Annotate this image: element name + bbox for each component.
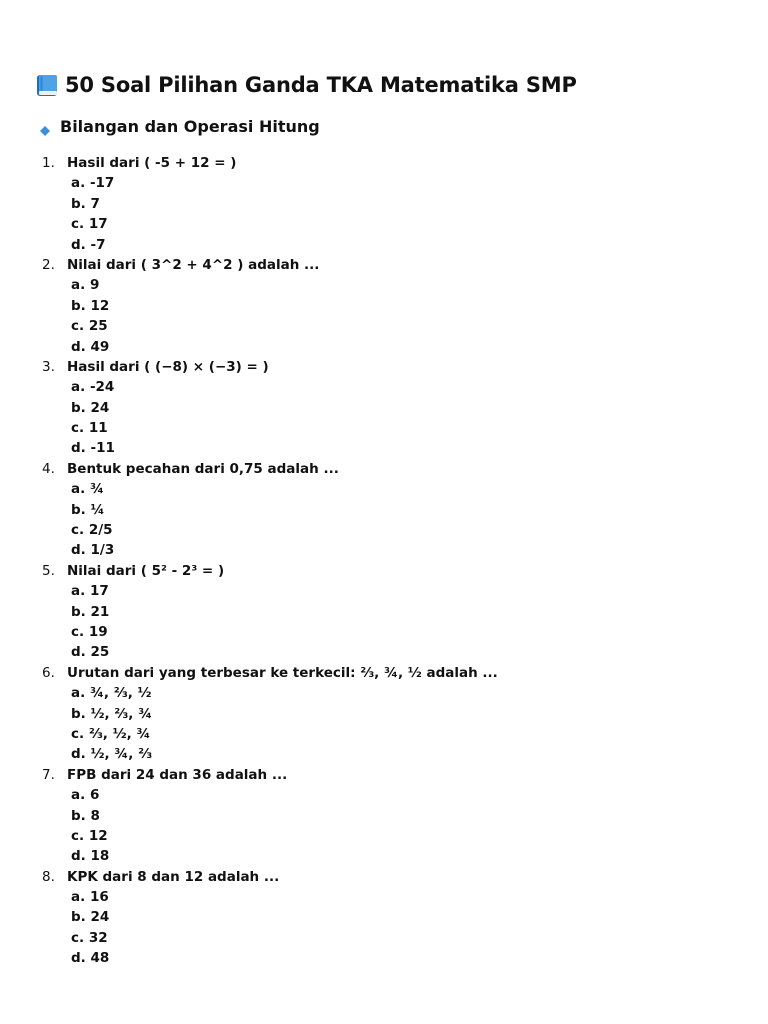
question-line bbox=[0, 867, 768, 887]
question-number: 4. bbox=[42, 460, 55, 477]
question-number: 5. bbox=[42, 562, 55, 579]
answer-option: d. -11 bbox=[71, 440, 115, 457]
question-item bbox=[0, 663, 768, 765]
question-text: Urutan dari yang terbesar ke terkecil: ⅔, ¾, ½ adalah ... bbox=[67, 664, 498, 681]
question-line bbox=[0, 153, 768, 173]
answer-option: b. ½, ⅔, ¾ bbox=[71, 705, 153, 722]
answer-option: c. 25 bbox=[71, 318, 108, 335]
answer-option: d. 18 bbox=[71, 848, 110, 865]
answer-option: d. ½, ¾, ⅔ bbox=[71, 746, 153, 763]
section-header bbox=[40, 115, 320, 137]
answer-option: d. 49 bbox=[71, 338, 110, 355]
question-item bbox=[0, 459, 768, 561]
answer-option: c. 19 bbox=[71, 623, 108, 640]
answer-option: a. ¾ bbox=[71, 481, 104, 498]
question-number: 6. bbox=[42, 664, 55, 681]
question-line bbox=[0, 459, 768, 479]
question-item bbox=[0, 561, 768, 663]
question-number: 7. bbox=[42, 766, 55, 783]
answer-option: d. 1/3 bbox=[71, 542, 115, 559]
answer-option: a. 9 bbox=[71, 277, 100, 294]
answer-option: a. ¾, ⅔, ½ bbox=[71, 685, 152, 702]
question-line bbox=[0, 357, 768, 377]
question-item bbox=[0, 765, 768, 867]
answer-option: c. ⅔, ½, ¾ bbox=[71, 725, 151, 742]
answer-option: c. 12 bbox=[71, 827, 108, 844]
question-item bbox=[0, 867, 768, 969]
answer-option: b. 12 bbox=[71, 297, 110, 314]
answer-option: b. 21 bbox=[71, 603, 110, 620]
answer-option: a. 16 bbox=[71, 889, 109, 906]
document-header bbox=[36, 70, 577, 100]
question-number: 2. bbox=[42, 256, 55, 273]
answer-option: a. 17 bbox=[71, 583, 109, 600]
question-list bbox=[0, 153, 768, 969]
question-text: Nilai dari ( 3^2 + 4^2 ) adalah ... bbox=[67, 256, 320, 273]
answer-option: a. -17 bbox=[71, 175, 115, 192]
question-line bbox=[0, 561, 768, 581]
answer-option: c. 2/5 bbox=[71, 522, 113, 539]
question-item bbox=[0, 357, 768, 459]
answer-option: b. 24 bbox=[71, 399, 110, 416]
question-text: Nilai dari ( 5² - 2³ = ) bbox=[67, 562, 225, 579]
question-line bbox=[0, 663, 768, 683]
question-text: Bentuk pecahan dari 0,75 adalah ... bbox=[67, 460, 339, 477]
answer-option: c. 17 bbox=[71, 216, 108, 233]
answer-option: d. 48 bbox=[71, 950, 110, 967]
answer-option: b. ¼ bbox=[71, 501, 105, 518]
answer-option: b. 7 bbox=[71, 195, 100, 212]
question-item bbox=[0, 255, 768, 357]
question-text: Hasil dari ( (−8) × (−3) = ) bbox=[67, 358, 269, 375]
question-item bbox=[0, 153, 768, 255]
answer-option: c. 11 bbox=[71, 420, 108, 437]
question-number: 1. bbox=[42, 155, 55, 171]
answer-option: c. 32 bbox=[71, 929, 108, 946]
blue-book-icon bbox=[36, 74, 58, 97]
question-text: Hasil dari ( -5 + 12 = ) bbox=[67, 155, 237, 171]
question-number: 8. bbox=[42, 868, 55, 885]
small-blue-diamond-icon bbox=[40, 121, 50, 131]
question-text: KPK dari 8 dan 12 adalah ... bbox=[67, 868, 280, 885]
question-line bbox=[0, 765, 768, 785]
answer-option: d. -7 bbox=[71, 236, 106, 253]
section-title: Bilangan dan Operasi Hitung bbox=[60, 116, 320, 136]
answer-option: b. 24 bbox=[71, 909, 110, 926]
question-number: 3. bbox=[42, 358, 55, 375]
document-title: 50 Soal Pilihan Ganda TKA Matematika SMP bbox=[65, 73, 577, 97]
question-line bbox=[0, 255, 768, 275]
answer-option: a. 6 bbox=[71, 787, 100, 804]
answer-option: d. 25 bbox=[71, 644, 110, 661]
answer-option: b. 8 bbox=[71, 807, 100, 824]
question-text: FPB dari 24 dan 36 adalah ... bbox=[67, 766, 288, 783]
answer-option: a. -24 bbox=[71, 379, 115, 396]
